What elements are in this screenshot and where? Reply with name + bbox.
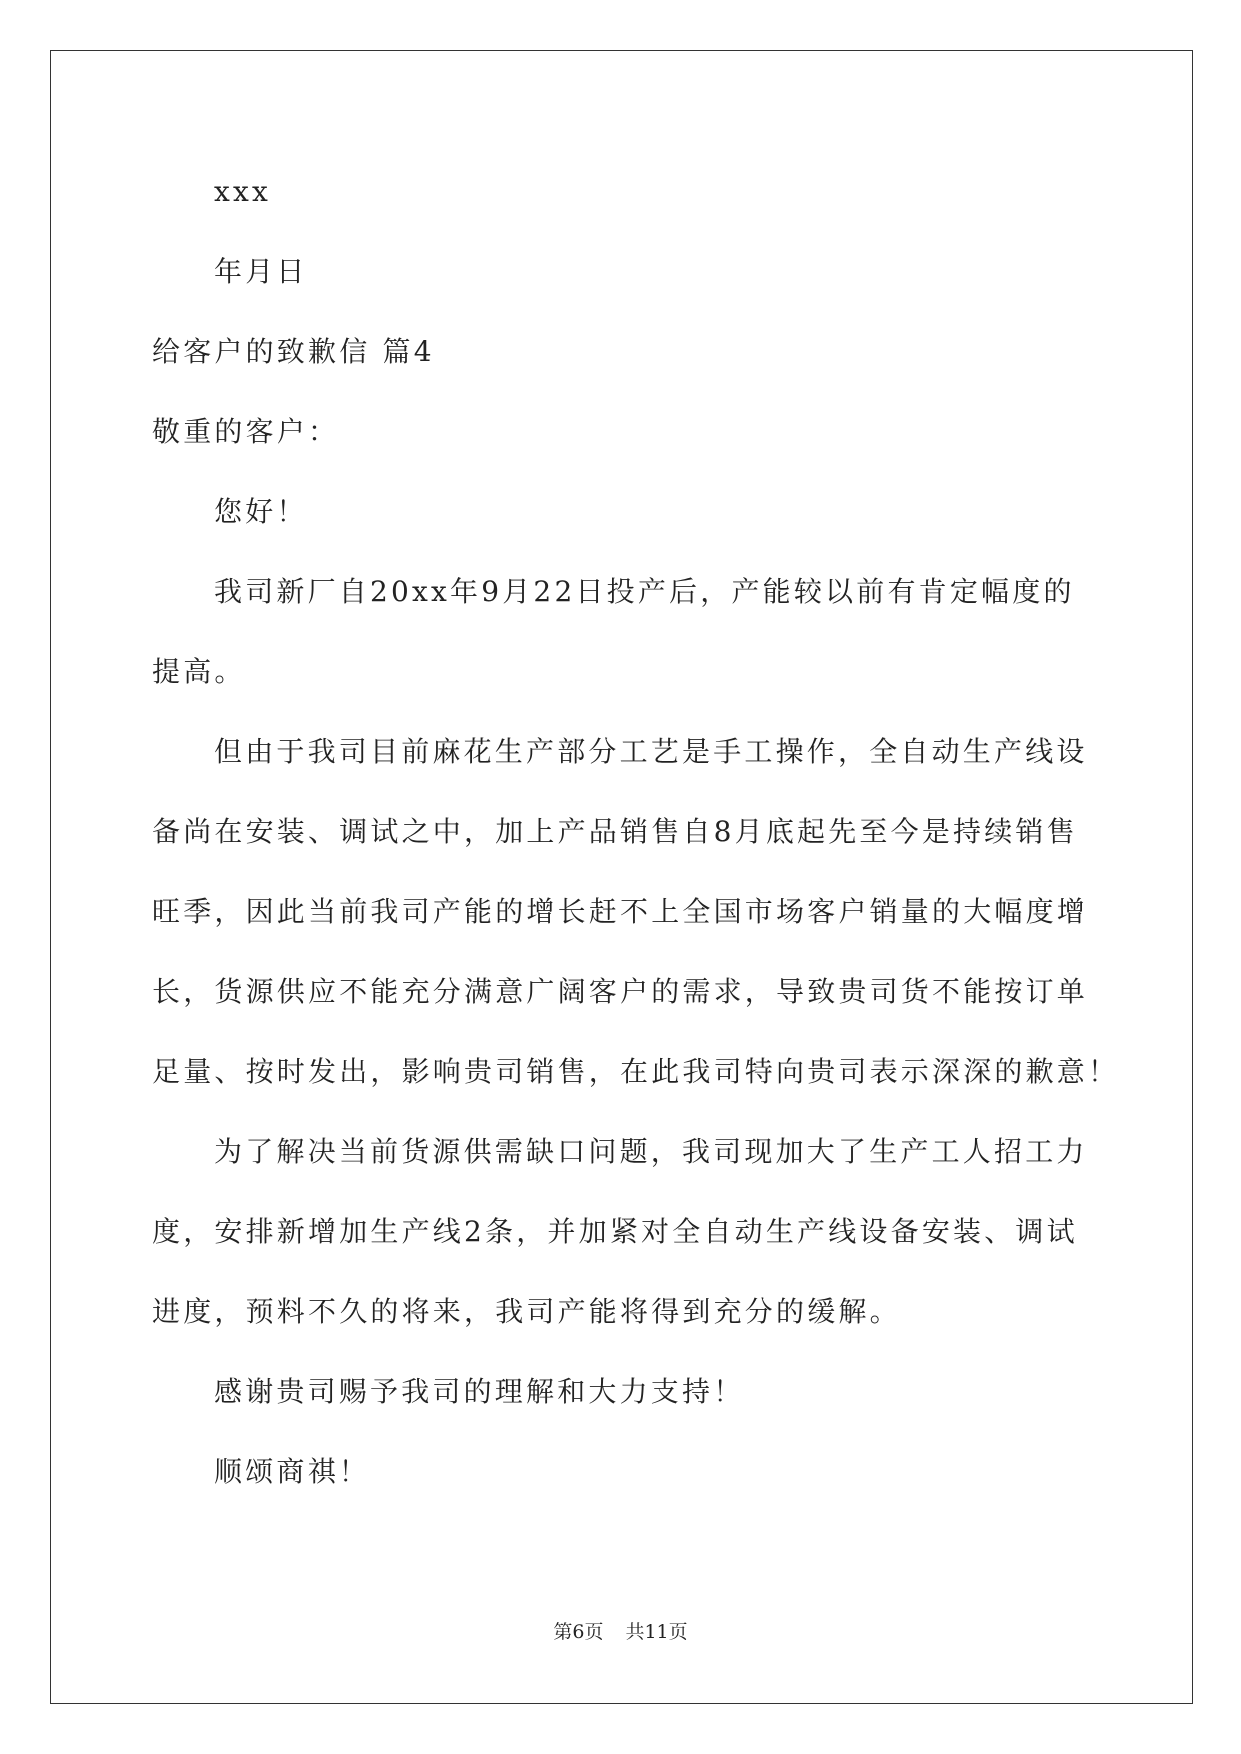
body-line: 度，安排新增加生产线2条，并加紧对全自动生产线设备安装、调试	[152, 1215, 1078, 1248]
page-current: 第6页	[553, 1621, 604, 1643]
signature-name: xxx	[214, 175, 271, 208]
thanks-line: 感谢贵司赐予我司的理解和大力支持！	[214, 1375, 745, 1408]
signature-date: 年月日	[214, 255, 308, 288]
body-line: 但由于我司目前麻花生产部分工艺是手工操作，全自动生产线设	[214, 735, 1088, 768]
body-line: 进度，预料不久的将来，我司产能将得到充分的缓解。	[152, 1295, 901, 1328]
greeting: 您好！	[214, 495, 308, 528]
body-line: 旺季，因此当前我司产能的增长赶不上全国市场客户销量的大幅度增	[152, 895, 1089, 928]
page-total: 共11页	[625, 1621, 688, 1643]
body-line: 备尚在安装、调试之中，加上产品销售自8月底起先至今是持续销售	[152, 815, 1078, 848]
body-line: 提高。	[152, 655, 246, 688]
page-footer	[0, 1620, 1241, 1644]
body-line: 为了解决当前货源供需缺口问题，我司现加大了生产工人招工力	[214, 1135, 1088, 1168]
salutation: 敬重的客户：	[152, 415, 340, 448]
body-line: 长，货源供应不能充分满意广阔客户的需求，导致贵司货不能按订单	[152, 975, 1089, 1008]
section-heading: 给客户的致歉信 篇4	[152, 335, 435, 368]
body-line: 足量、按时发出，影响贵司销售，在此我司特向贵司表示深深的歉意！	[152, 1055, 1120, 1088]
closing-line: 顺颂商祺！	[214, 1455, 371, 1488]
body-line: 我司新厂自20xx年9月22日投产后，产能较以前有肯定幅度的	[214, 575, 1075, 608]
